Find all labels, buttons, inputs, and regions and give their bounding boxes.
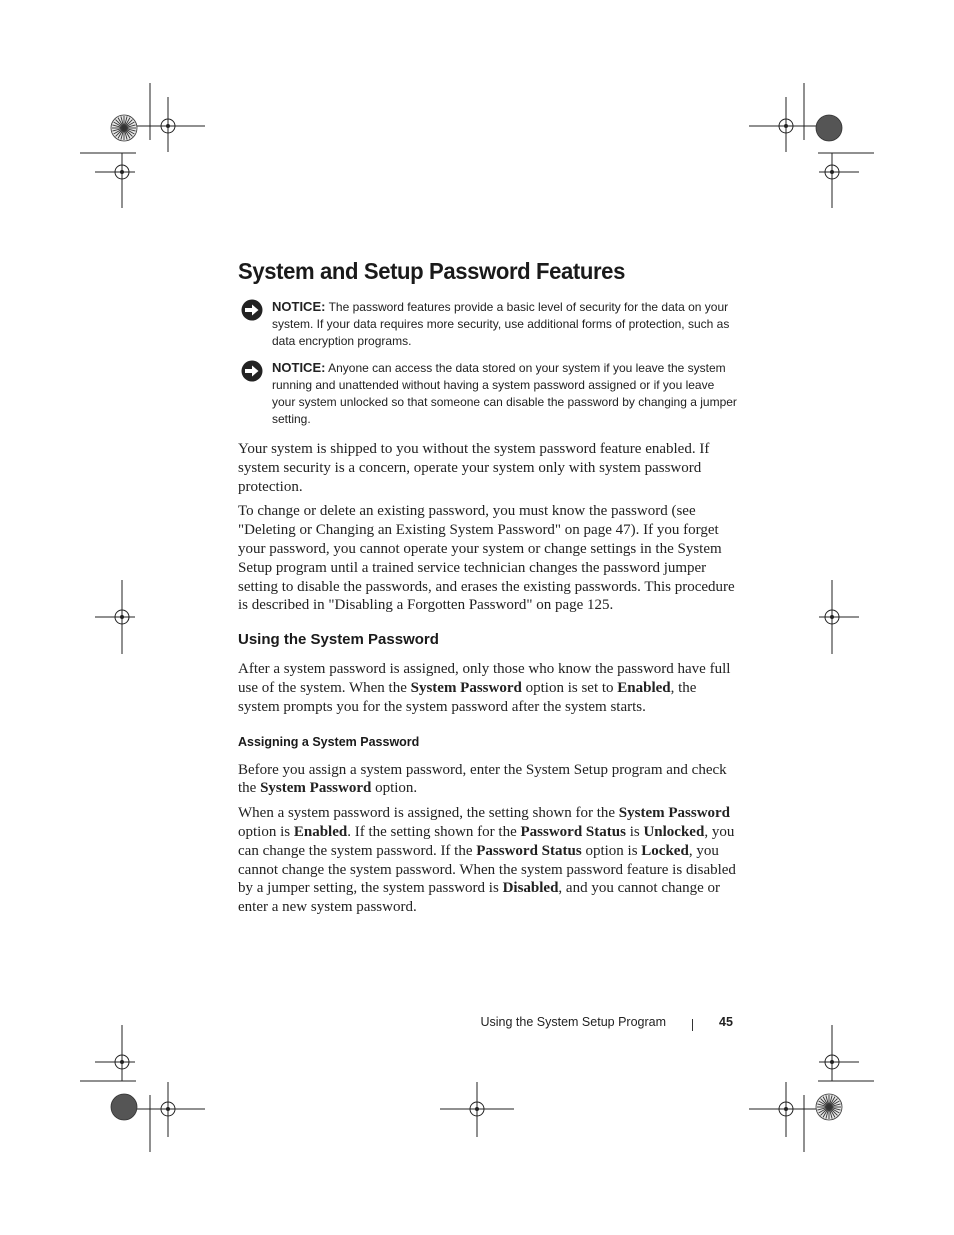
notice-label: NOTICE:	[272, 360, 326, 375]
registration-crosshair-icon	[819, 580, 859, 654]
starburst-icon	[111, 115, 137, 141]
subsection-heading: Assigning a System Password	[238, 734, 420, 749]
registration-crosshair-icon	[819, 1052, 859, 1072]
registration-crosshair-icon	[95, 162, 135, 182]
notice-block	[238, 298, 738, 350]
notice-label: NOTICE:	[272, 299, 326, 314]
body-paragraph: Your system is shipped to you without the system password feature enabled. If system security is a concern, operate your system only with system password protection.	[238, 441, 710, 495]
body-paragraph: When a system password is assigned, the setting shown for the System Password option is Enabled. If the setting shown for the Password Status is Unlocked, you can change the system password. If the Password Status option is Locked, you cannot change the system password. When the system password feature is disabled by a jumper setting, the system password is Disabled, and you cannot change or enter a new system password.	[238, 805, 736, 916]
body-paragraph: After a system password is assigned, only those who know the password have full use of the system. When the System Password option is set to Enabled, the system prompts you for the system password after the system starts.	[238, 661, 731, 715]
starburst-icon	[816, 1094, 842, 1120]
starburst-icon	[111, 1094, 137, 1120]
registration-crosshair-icon	[819, 162, 859, 182]
body-paragraph: Before you assign a system password, enter the System Setup program and check the System Password option.	[238, 761, 727, 797]
notice-arrow-icon	[241, 360, 263, 382]
registration-crosshair-icon	[95, 580, 135, 654]
notice-text: Anyone can access the data stored on your system if you leave the system running and unattended without having a system password assigned or if you leave your system unlocked so that someone can disable the password by changing a jumper setting.	[272, 361, 737, 426]
starburst-icon	[816, 115, 842, 141]
section-heading: Using the System Password	[238, 631, 439, 649]
footer-separator	[692, 1019, 693, 1031]
registration-crosshair-icon	[95, 1052, 135, 1072]
page-number: 45	[719, 1015, 733, 1029]
body-paragraph: To change or delete an existing password, you must know the password (see "Deleting or Changing an Existing System Password" on page 47). If you forget your password, you cannot operate your system or change settings in the System Setup program until a trained service technician changes the password jumper setting to disable the passwords, and erases the existing passwords. This procedure is described in "Disabling a Forgotten Password" on page 125.	[238, 503, 735, 614]
page-title: System and Setup Password Features	[238, 258, 625, 284]
notice-text: The password features provide a basic level of security for the data on your system. If your data requires more security, use additional forms of protection, such as data encryption programs.	[272, 300, 730, 348]
notice-arrow-icon	[241, 299, 263, 321]
footer-title: Using the System Setup Program	[480, 1015, 666, 1029]
notice-block	[238, 359, 738, 428]
main-content	[238, 255, 738, 923]
